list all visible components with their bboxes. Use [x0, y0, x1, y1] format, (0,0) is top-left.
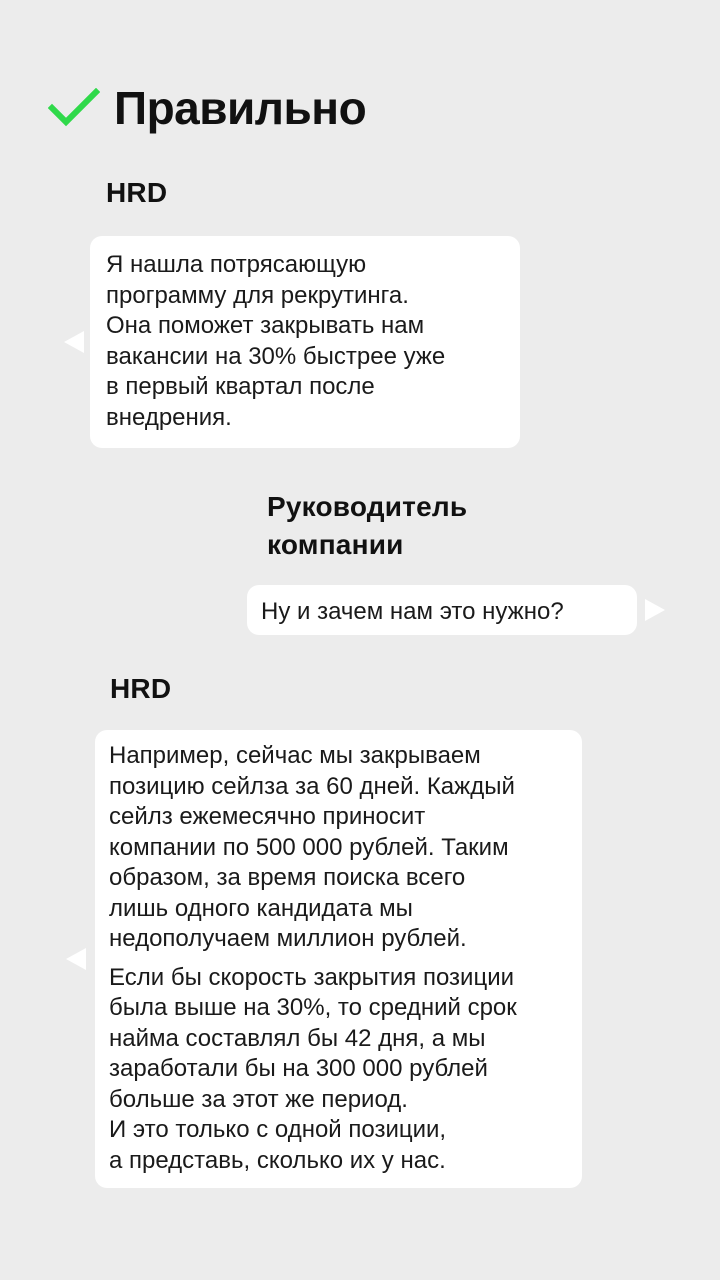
- message-bubble-hrd-2: [95, 730, 582, 1188]
- message-paragraph-2: Если бы скорость закрытия позиции была выше на 30%, то средний срок найма составлял бы 42 дня, а мы заработали бы на 300 000 рублей больше за этот же период. И это только с одной позиции, а представь, сколько их у нас.: [109, 963, 517, 1174]
- check-icon: [48, 88, 100, 128]
- message-bubble-hrd-1: [90, 236, 520, 448]
- message-text: Я нашла потрясающую программу для рекрутинга. Она поможет закрывать нам вакансии на 30% быстрее уже в первый квартал после внедрения.: [106, 251, 446, 431]
- page-title: Правильно: [114, 82, 367, 134]
- message-text: Ну и зачем нам это нужно?: [261, 598, 564, 625]
- message-bubble-company-head: [247, 585, 637, 635]
- bubble-tail-left: [64, 331, 84, 353]
- header: [48, 78, 366, 138]
- message-paragraph-1: Например, сейчас мы закрываем позицию сейлза за 60 дней. Каждый сейлз ежемесячно приносит компании по 500 000 рублей. Таким образом, за время поиска всего лишь одного кандидата мы недополучаем миллион рублей.: [109, 742, 515, 952]
- bubble-tail-right: [645, 599, 665, 621]
- bubble-tail-left: [66, 948, 86, 970]
- speaker-hrd: HRD: [110, 673, 172, 704]
- speaker-hrd: HRD: [106, 177, 168, 208]
- speaker-company-head: Руководитель компании: [267, 491, 468, 560]
